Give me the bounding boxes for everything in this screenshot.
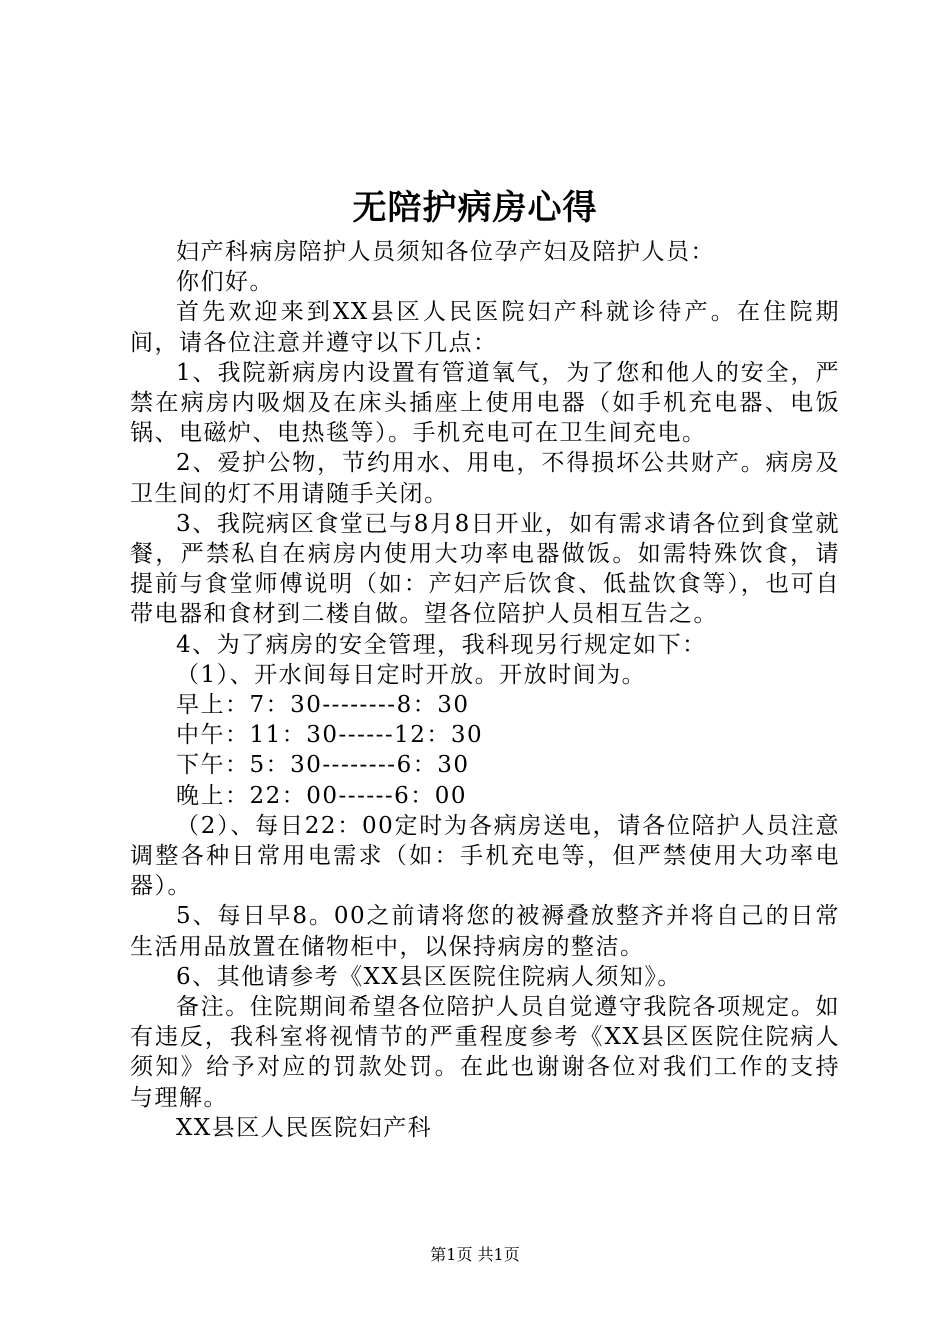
paragraph-rule-2: 2、爱护公物，节约用水、用电，不得损坏公共财产。病房及卫生间的灯不用请随手关闭。 [130, 450, 840, 507]
paragraph-rule-4-2: （2）、每日22：00定时为各病房送电，请各位陪护人员注意调整各种日常用电需求（如：手机充电等，但严禁使用大功率电器）。 [130, 812, 840, 900]
paragraph-intro: 首先欢迎来到XX县区人民医院妇产科就诊待产。在住院期间，请各位注意并遵守以下几点： [130, 299, 840, 356]
schedule-noon: 中午：11：30------12：30 [176, 722, 484, 749]
schedule-afternoon: 下午：5：30--------6：30 [176, 752, 470, 779]
document-body [130, 237, 840, 1143]
schedule-morning: 早上：7：30--------8：30 [176, 692, 470, 719]
paragraph-rule-3: 3、我院病区食堂已与8月8日开业，如有需求请各位到食堂就餐，严禁私自在病房内使用大功率电器做饭。如需特殊饮食，请提前与食堂师傅说明（如：产妇产后饮食、低盐饮食等），也可自带电器和食材到二楼自做。望各位陪护人员相互告之。 [130, 510, 840, 628]
paragraph-rule-6: 6、其他请参考《XX县区医院住院病人须知》。 [176, 963, 682, 990]
paragraph-rule-4-1: （1）、开水间每日定时开放。开放时间为。 [176, 661, 647, 688]
paragraph-rule-4: 4、为了病房的安全管理，我科现另行规定如下： [176, 631, 707, 658]
paragraph-rule-1: 1、我院新病房内设置有管道氧气，为了您和他人的安全，严禁在病房内吸烟及在床头插座上使用电器（如手机充电器、电饭锅、电磁炉、电热毯等）。手机充电可在卫生间充电。 [130, 359, 840, 447]
paragraph-remark: 备注。住院期间希望各位陪护人员自觉遵守我院各项规定。如有违反，我科室将视情节的严重程度参考《XX县区医院住院病人须知》给予对应的罚款处罚。在此也谢谢各位对我们工作的支持与理解。 [130, 994, 840, 1111]
page-footer: 第1页 共1页 [430, 1245, 520, 1264]
paragraph-signature: XX县区人民医院妇产科 [176, 1114, 433, 1141]
document-title: 无陪护病房心得 [352, 188, 598, 228]
schedule-evening: 晚上：22：00------6：00 [176, 782, 468, 809]
paragraph-notice-heading: 妇产科病房陪护人员须知各位孕产妇及陪护人员： [176, 239, 715, 265]
paragraph-greeting: 你们好。 [176, 269, 274, 296]
paragraph-rule-5: 5、每日早8。00之前请将您的被褥叠放整齐并将自己的日常生活用品放置在储物柜中，以保持病房的整洁。 [130, 903, 840, 960]
